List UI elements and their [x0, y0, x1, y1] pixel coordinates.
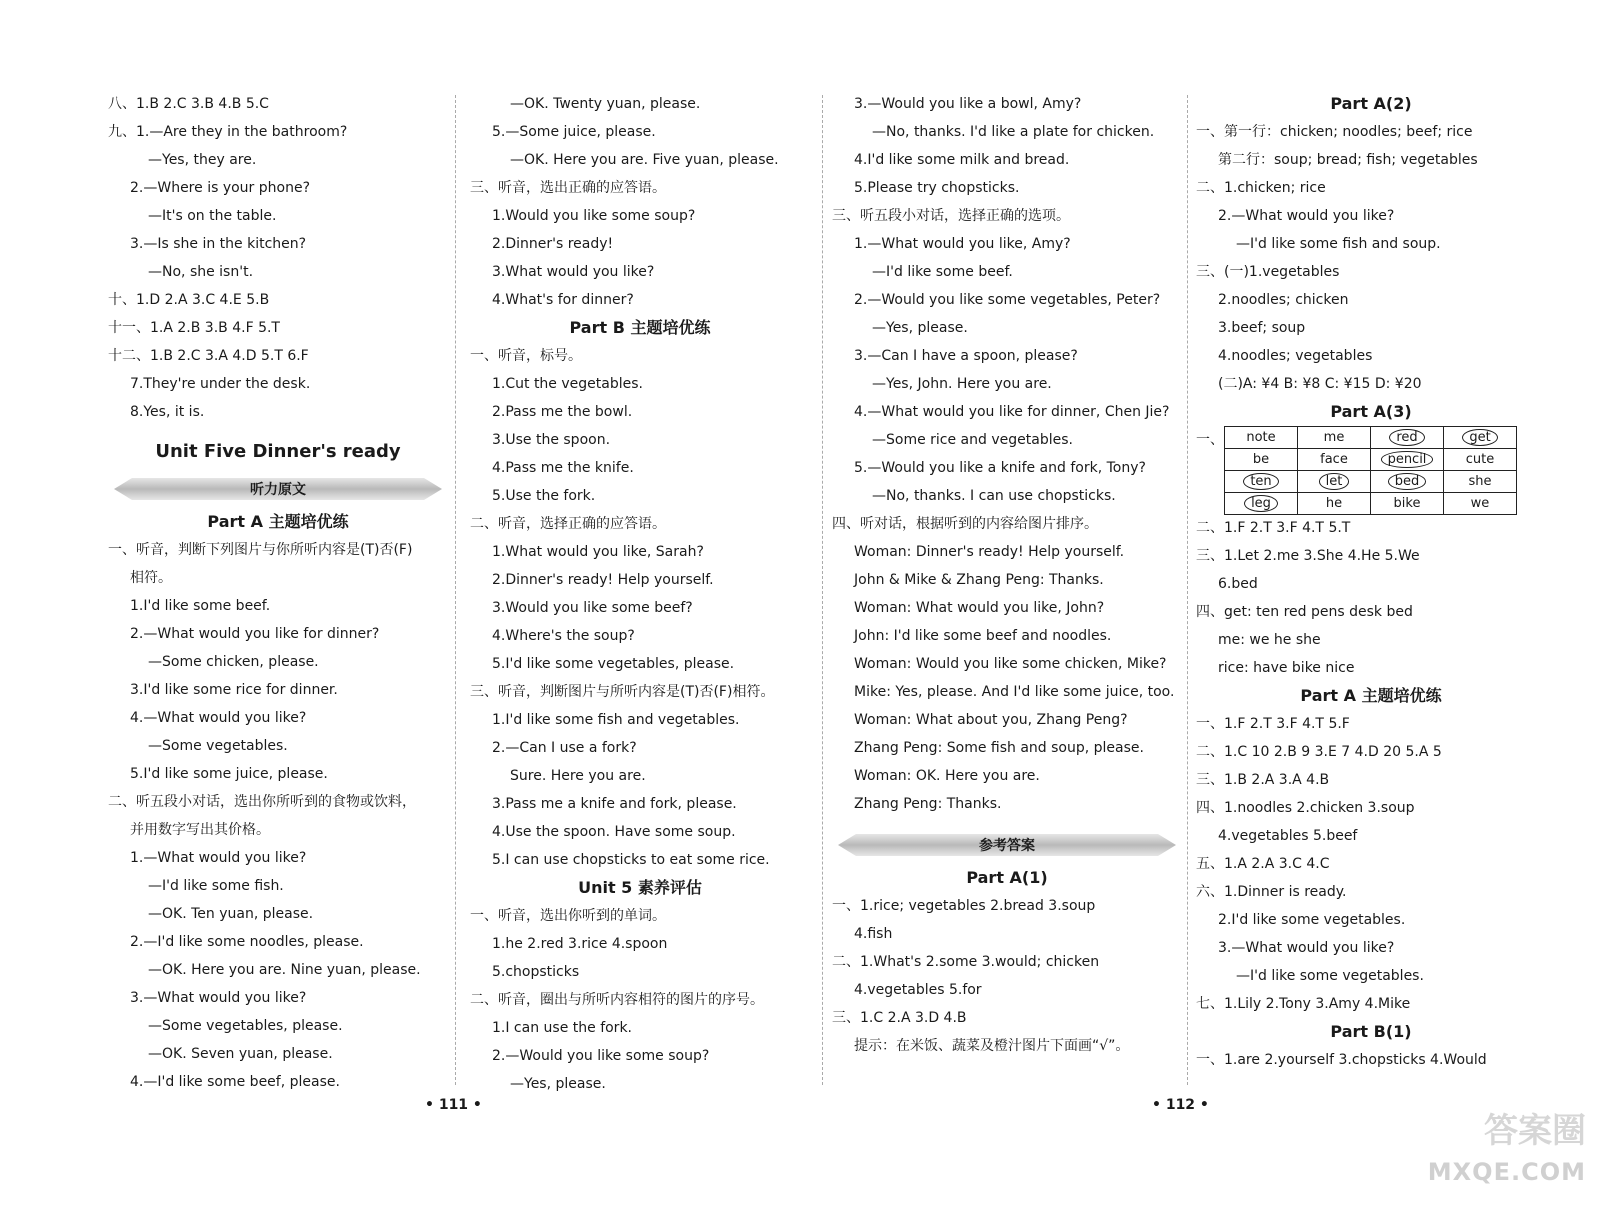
part-title: Part A 主题培优练: [207, 512, 349, 531]
circled-word: ten: [1243, 473, 1278, 490]
text-line: 2.Pass me the bowl.: [492, 404, 633, 420]
text-line: 二、听音，圈出与所听内容相符的图片的序号。: [470, 992, 764, 1008]
text-line: 4.Pass me the knife.: [492, 460, 634, 476]
text-line: —Yes, they are.: [148, 152, 257, 168]
table-cell: [1444, 449, 1517, 471]
text-line: 4.Where's the soup?: [492, 628, 635, 644]
text-line: Woman: Dinner's ready! Help yourself.: [854, 544, 1125, 560]
section-banner: [114, 474, 442, 504]
table-cell: [1371, 493, 1444, 515]
text-line: 第二行：soup; bread; fish; vegetables: [1218, 152, 1478, 168]
circled-word: red: [1389, 429, 1424, 446]
text-line: 二、1.C 10 2.B 9 3.E 7 4.D 20 5.A 5: [1196, 744, 1442, 760]
text-line: Mike: Yes, please. And I'd like some juice, too.: [854, 684, 1175, 700]
cell-text: bike: [1393, 496, 1421, 511]
table-row: [1225, 427, 1517, 449]
col3-pre: [832, 90, 1182, 818]
table-cell: [1444, 471, 1517, 493]
text-line: —Yes, please.: [510, 1076, 606, 1092]
banner-label: 听力原文: [250, 482, 306, 498]
text-line: 七、1.Lily 2.Tony 3.Amy 4.Mike: [1196, 996, 1411, 1012]
watermark-logo: 答案圈: [1484, 1111, 1586, 1151]
section-banner: [838, 830, 1176, 860]
watermark: MXQE.COM: [1427, 1158, 1586, 1186]
text-line: 一、听音，判断下列图片与你所听内容是(T)否(F): [108, 542, 413, 558]
text-line: rice: have bike nice: [1218, 660, 1355, 676]
column-divider: [1187, 95, 1189, 1085]
text-line: 3.beef; soup: [1218, 320, 1306, 336]
column-3: [832, 90, 1182, 1060]
part-title: Part B 主题培优练: [569, 318, 711, 337]
text-line: 5.Please try chopsticks.: [854, 180, 1020, 196]
cell-text: he: [1325, 496, 1343, 511]
text-line: 5.chopsticks: [492, 964, 580, 980]
text-line: 4.—What would you like for dinner, Chen Jie?: [854, 404, 1170, 420]
text-line: 十二、1.B 2.C 3.A 4.D 5.T 6.F: [108, 348, 309, 364]
text-line: Woman: OK. Here you are.: [854, 768, 1040, 784]
text-line: —I'd like some fish and soup.: [1236, 236, 1441, 252]
table-cell: [1371, 449, 1444, 471]
text-line: 四、听对话，根据听到的内容给图片排序。: [832, 516, 1098, 532]
text-line: 3.—Would you like a bowl, Amy?: [854, 96, 1082, 112]
text-line: 3.Would you like some beef?: [492, 600, 693, 616]
text-line: 4.I'd like some milk and bread.: [854, 152, 1070, 168]
text-line: 一、1.are 2.yourself 3.chopsticks 4.Would: [1196, 1052, 1487, 1068]
text-line: Zhang Peng: Some fish and soup, please.: [854, 740, 1144, 756]
text-line: —I'd like some beef.: [872, 264, 1013, 280]
text-line: 2.Dinner's ready!: [492, 236, 614, 252]
text-line: 4.noodles; vegetables: [1218, 348, 1373, 364]
text-line: —It's on the table.: [148, 208, 277, 224]
text-line: 2.—Where is your phone?: [130, 180, 311, 196]
text-line: 三、1.Let 2.me 3.She 4.He 5.We: [1196, 548, 1420, 564]
table-row: [1225, 449, 1517, 471]
text-line: 4.vegetables 5.beef: [1218, 828, 1358, 844]
text-line: 三、听音，判断图片与所听内容是(T)否(F)相符。: [470, 684, 775, 700]
text-line: 4.—I'd like some beef, please.: [130, 1074, 340, 1090]
text-line: John & Mike & Zhang Peng: Thanks.: [854, 572, 1104, 588]
page-number-right: • 112 •: [1152, 1097, 1209, 1113]
text-line: Woman: What would you like, John?: [854, 600, 1105, 616]
text-line: 三、1.C 2.A 3.D 4.B: [832, 1010, 967, 1026]
table-cell: [1298, 493, 1371, 515]
banner-label: 参考答案: [979, 838, 1035, 854]
text-line: 3.—What would you like?: [1218, 940, 1395, 956]
text-line: 4.vegetables 5.for: [854, 982, 982, 998]
text-line: 5.Use the fork.: [492, 488, 596, 504]
text-line: 3.I'd like some rice for dinner.: [130, 682, 338, 698]
text-line: 三、(一)1.vegetables: [1196, 264, 1340, 280]
table-cell: [1444, 427, 1517, 449]
text-line: —Some vegetables, please.: [148, 1018, 343, 1034]
circled-word: leg: [1244, 495, 1278, 512]
text-line: 4.Use the spoon. Have some soup.: [492, 824, 736, 840]
text-line: 2.—I'd like some noodles, please.: [130, 934, 364, 950]
table-cell: [1444, 493, 1517, 515]
text-line: 三、听音，选出正确的应答语。: [470, 180, 666, 196]
text-line: 2.I'd like some vegetables.: [1218, 912, 1406, 928]
text-line: John: I'd like some beef and noodles.: [854, 628, 1112, 644]
text-line: 3.What would you like?: [492, 264, 655, 280]
text-line: 4.—What would you like?: [130, 710, 307, 726]
col2-pre: [470, 90, 810, 314]
text-line: Woman: Would you like some chicken, Mike?: [854, 656, 1167, 672]
text-line: 3.—What would you like?: [130, 990, 307, 1006]
text-line: 一、1.rice; vegetables 2.bread 3.soup: [832, 898, 1096, 914]
text-line: —OK. Seven yuan, please.: [148, 1046, 333, 1062]
table-cell: [1298, 471, 1371, 493]
col1-pre: [108, 90, 448, 426]
text-line: 相符。: [130, 570, 172, 586]
text-line: 1.Would you like some soup?: [492, 208, 696, 224]
table-cell: [1371, 427, 1444, 449]
column-4: [1196, 90, 1546, 1074]
text-line: 5.I can use chopsticks to eat some rice.: [492, 852, 770, 868]
text-line: —OK. Here you are. Five yuan, please.: [510, 152, 779, 168]
col1-post: [108, 536, 448, 1096]
unit-title: Unit Five Dinner's ready: [155, 441, 401, 462]
text-line: 6.bed: [1218, 576, 1258, 592]
text-line: 十一、1.A 2.B 3.B 4.F 5.T: [108, 320, 280, 336]
column-divider: [455, 95, 457, 1085]
column-2: [470, 90, 810, 1098]
circled-word: get: [1462, 429, 1497, 446]
unit-assessment-title: Unit 5 素养评估: [578, 878, 702, 897]
column-1: [108, 90, 448, 1096]
text-line: 2.noodles; chicken: [1218, 292, 1349, 308]
part-title: Part A(1): [966, 868, 1048, 887]
text-line: 一、1.F 2.T 3.F 4.T 5.F: [1196, 716, 1350, 732]
text-line: 九、1.—Are they in the bathroom?: [108, 124, 348, 140]
text-line: 1.What would you like, Sarah?: [492, 544, 704, 560]
cell-text: me: [1323, 430, 1345, 445]
table-cell: [1225, 493, 1298, 515]
text-line: 三、听五段小对话，选择正确的选项。: [832, 208, 1070, 224]
text-line: —OK. Twenty yuan, please.: [510, 96, 701, 112]
cell-text: we: [1470, 496, 1490, 511]
col4-a3: [1196, 514, 1546, 682]
circled-word: let: [1319, 473, 1350, 490]
text-line: 2.—Can I use a fork?: [492, 740, 637, 756]
text-line: 5.—Some juice, please.: [492, 124, 656, 140]
text-line: me: we he she: [1218, 632, 1321, 648]
text-line: 8.Yes, it is.: [130, 404, 205, 420]
text-line: 1.I'd like some beef.: [130, 598, 271, 614]
text-line: 1.Cut the vegetables.: [492, 376, 643, 392]
center-spine: [822, 95, 824, 1085]
col4-pa: [1196, 710, 1546, 1018]
page-number-left: • 111 •: [425, 1097, 482, 1113]
circled-word: pencil: [1381, 451, 1434, 468]
text-line: Sure. Here you are.: [510, 768, 646, 784]
text-line: 3.—Is she in the kitchen?: [130, 236, 307, 252]
text-line: 三、1.B 2.A 3.A 4.B: [1196, 772, 1330, 788]
text-line: 5.I'd like some vegetables, please.: [492, 656, 735, 672]
table-row: [1225, 493, 1517, 515]
text-line: —I'd like some fish.: [148, 878, 284, 894]
text-line: 3.Pass me a knife and fork, please.: [492, 796, 737, 812]
cell-text: cute: [1465, 452, 1495, 467]
col3-post: [832, 892, 1182, 1060]
word-table-section: [1196, 426, 1546, 514]
text-line: —No, she isn't.: [148, 264, 254, 280]
circled-word: bed: [1388, 473, 1427, 490]
text-line: 2.—What would you like for dinner?: [130, 626, 380, 642]
col2-post: [470, 902, 810, 1098]
word-table: [1224, 426, 1517, 515]
text-line: 二、听音，选择正确的应答语。: [470, 516, 666, 532]
table-cell: [1225, 471, 1298, 493]
table-cell: [1371, 471, 1444, 493]
text-line: 二、1.F 2.T 3.F 4.T 5.T: [1196, 520, 1351, 536]
text-line: —Some rice and vegetables.: [872, 432, 1073, 448]
text-line: 五、1.A 2.A 3.C 4.C: [1196, 856, 1330, 872]
text-line: —Yes, John. Here you are.: [872, 376, 1052, 392]
text-line: 3.Use the spoon.: [492, 432, 611, 448]
part-title: Part B(1): [1330, 1022, 1412, 1041]
text-line: 2.Dinner's ready! Help yourself.: [492, 572, 714, 588]
text-line: 7.They're under the desk.: [130, 376, 311, 392]
text-line: 3.—Can I have a spoon, please?: [854, 348, 1078, 364]
text-line: —I'd like some vegetables.: [1236, 968, 1424, 984]
cell-text: be: [1252, 452, 1270, 467]
text-line: —Some vegetables.: [148, 738, 288, 754]
text-line: —OK. Ten yuan, please.: [148, 906, 314, 922]
text-line: 5.I'd like some juice, please.: [130, 766, 328, 782]
text-line: —Some chicken, please.: [148, 654, 319, 670]
col4-a2: [1196, 118, 1546, 398]
text-line: 4.fish: [854, 926, 893, 942]
text-line: —OK. Here you are. Nine yuan, please.: [148, 962, 421, 978]
table-cell: [1225, 427, 1298, 449]
text-line: —Yes, please.: [872, 320, 968, 336]
text-line: 2.—What would you like?: [1218, 208, 1395, 224]
text-line: 八、1.B 2.C 3.B 4.B 5.C: [108, 96, 269, 112]
text-line: 四、get: ten red pens desk bed: [1196, 604, 1413, 620]
cell-text: face: [1320, 452, 1348, 467]
text-line: 1.—What would you like, Amy?: [854, 236, 1071, 252]
text-line: 提示：在米饭、蔬菜及橙汁图片下面画“√”。: [854, 1038, 1130, 1054]
text-line: 并用数字写出其价格。: [130, 822, 270, 838]
text-line: 1.I can use the fork.: [492, 1020, 632, 1036]
part-title: Part A(2): [1330, 94, 1412, 113]
text-line: 1.he 2.red 3.rice 4.spoon: [492, 936, 668, 952]
text-line: 二、1.chicken; rice: [1196, 180, 1326, 196]
table-row: [1225, 471, 1517, 493]
cell-text: note: [1246, 430, 1276, 445]
text-line: 一、第一行：chicken; noodles; beef; rice: [1196, 124, 1473, 140]
part-title: Part A 主题培优练: [1300, 686, 1442, 705]
text-line: 四、1.noodles 2.chicken 3.soup: [1196, 800, 1415, 816]
text-line: 1.—What would you like?: [130, 850, 307, 866]
part-title: Part A(3): [1330, 402, 1412, 421]
text-line: 4.What's for dinner?: [492, 292, 634, 308]
text-line: 一、听音，标号。: [470, 348, 582, 364]
text-line: 2.—Would you like some vegetables, Peter?: [854, 292, 1161, 308]
text-line: 5.—Would you like a knife and fork, Tony?: [854, 460, 1146, 476]
text-line: Woman: What about you, Zhang Peng?: [854, 712, 1128, 728]
table-cell: [1225, 449, 1298, 471]
text-line: 二、听五段小对话，选出你所听到的食物或饮料，: [108, 794, 416, 810]
text-line: —No, thanks. I can use chopsticks.: [872, 488, 1116, 504]
text-line: 2.—Would you like some soup?: [492, 1048, 710, 1064]
text-line: (二)A: ¥4 B: ¥8 C: ¥15 D: ¥20: [1218, 376, 1422, 392]
text-line: 六、1.Dinner is ready.: [1196, 884, 1347, 900]
text-line: 1.I'd like some fish and vegetables.: [492, 712, 740, 728]
table-cell: [1298, 427, 1371, 449]
text-line: 二、1.What's 2.some 3.would; chicken: [832, 954, 1100, 970]
cell-text: she: [1468, 474, 1492, 489]
table-cell: [1298, 449, 1371, 471]
col2-mid: [470, 342, 810, 874]
text-line: 一、听音，选出你听到的单词。: [470, 908, 666, 924]
text-line: 一、: [1196, 432, 1224, 448]
text-line: Zhang Peng: Thanks.: [854, 796, 1002, 812]
text-line: 十、1.D 2.A 3.C 4.E 5.B: [108, 292, 270, 308]
text-line: —No, thanks. I'd like a plate for chicken.: [872, 124, 1155, 140]
